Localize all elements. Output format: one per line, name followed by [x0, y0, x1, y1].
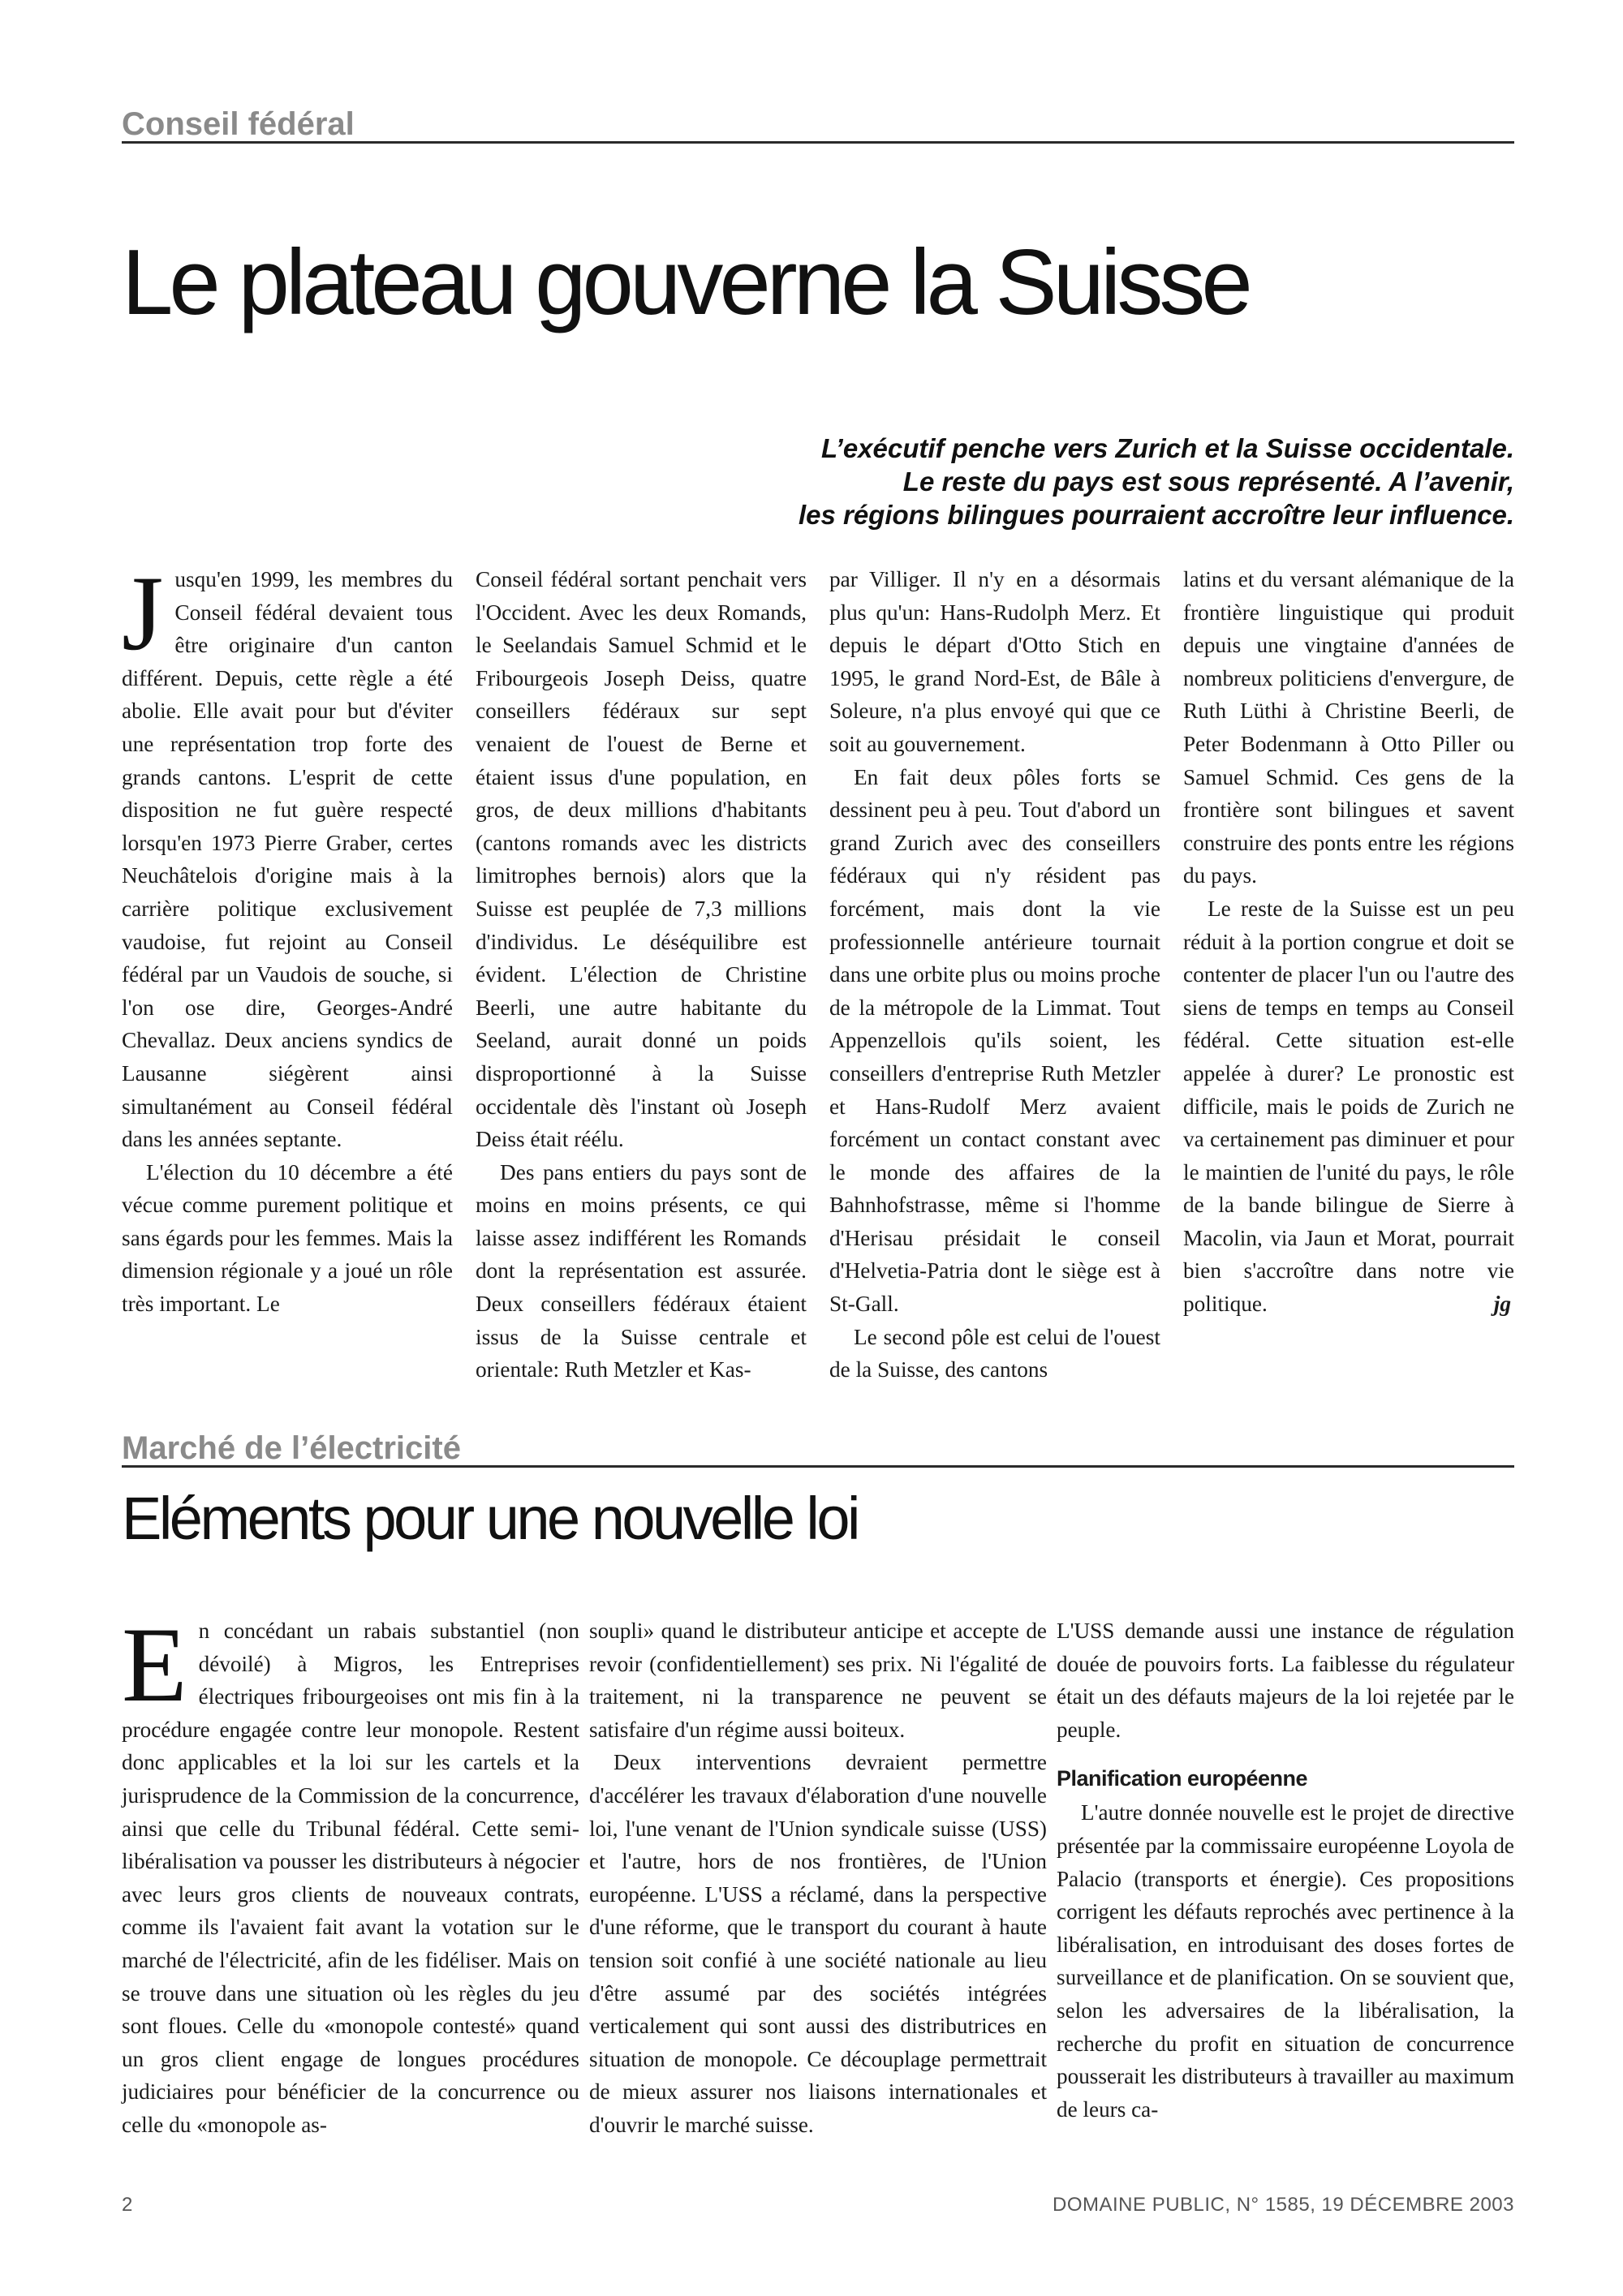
- section-rubric: Marché de l’électricité: [122, 1430, 461, 1466]
- paragraph: L'autre donnée nouvelle est le projet de directive présentée par la commissaire européenne Loyola de Palacio (transports et énergie). Ces propositions corrigent les défauts reprochés avec pertinence à la libéralisation, en introduisant des doses fortes de surveillance et de planification. On se souvient que, selon les adversaires de la libéralisation, la recherche du profit en situation de concurrence pousserait les distributeurs à travailler au maximum de leurs ca-: [1057, 1800, 1514, 2122]
- article-column: [476, 563, 807, 1387]
- paragraph: Jusqu'en 1999, les membres du Conseil fédéral devaient tous être originaire d'un canton différent. Depuis, cette règle a été abolie. Elle avait pour but d'éviter une représentation trop forte des grands cantons. L'esprit de cette disposition ne fut guère respecté lorsqu'en 1973 Pierre Graber, certes Neuchâtelois d'origine mais à la carrière politique exclusivement vaudoise, fut rejoint au Conseil fédéral par un Vaudois de souche, si l'on ose dire, Georges-André Chevallaz. Deux anciens syndics de Lausanne siégèrent ainsi simultanément au Conseil fédéral dans les années septante.: [122, 553, 453, 1152]
- section-rubric: Conseil fédéral: [122, 106, 355, 142]
- lede-line: les régions bilingues pourraient accroître leur influence.: [798, 500, 1514, 530]
- article-column: [1057, 1615, 1514, 2142]
- author-signature: jg: [1493, 1292, 1511, 1317]
- paragraph: En concédant un rabais substantiel (non dévoilé) à Migros, les Entreprises électriques fribourgeoises ont mis fin à la procédure engagée contre leur monopole. Restent donc applicables et la loi sur les cartels et la jurisprudence de la Commission de la concurrence, ainsi que celle du Tribunal fédéral. Cette semi-libéralisation va pousser les distributeurs à négocier avec leurs gros clients de nouveaux contrats, comme ils l'avaient fait avant la votation sur le marché de l'électricité, afin de les fidéliser. Mais on se trouve dans une situation où les règles du jeu sont floues. Celle du «monopole contesté» quand un gros client engage de longues procédures judiciaires pour bénéficier de la concurrence ou celle du «monopole as-: [122, 1605, 579, 2137]
- lede-line: L’exécutif penche vers Zurich et la Suisse occidentale.: [820, 433, 1514, 463]
- paragraph: Le reste de la Suisse est un peu réduit à la portion congrue et doit se contenter de placer l'un ou l'autre des siens de temps en temps au Conseil fédéral. Cette situation est-elle appelée à durer? Le pronostic est difficile, mais le poids de Zurich ne va certainement pas diminuer et pour le maintien de l'unité du pays, le rôle de la bande bilingue de Sierre à Macolin, via Jaun et Morat, pourrait bien s'accroître dans notre vie politique. jg: [1183, 892, 1514, 1321]
- article-column: [1183, 563, 1514, 1387]
- drop-cap: E: [122, 1605, 187, 1724]
- page-number: 2: [122, 2194, 133, 2216]
- paragraph: Conseil fédéral sortant penchait vers l'Occident. Avec les deux Romands, le Seelandais Samuel Schmid et le Fribourgeois Joseph Deiss, quatre conseillers fédéraux sur sept venaient de l'ouest de Berne et étaient issus d'une population, en gros, de deux millions d'habitants (cantons romands avec les districts limitrophes bernois) alors que la Suisse est peuplée de 7,3 millions d'individus. Le déséquilibre est évident. L'élection de Christine Beerli, une autre habitante du Seeland, aurait donné un poids disproportionné à la Suisse occidentale dès l'instant où Joseph Deiss était réélu.: [476, 567, 807, 1152]
- article-column: [122, 1605, 579, 2142]
- subheading: Planification européenne: [1057, 1766, 1308, 1791]
- article-column: [589, 1615, 1047, 2142]
- issue-info: DOMAINE PUBLIC, N° 1585, 19 DÉCEMBRE 2003: [1053, 2194, 1514, 2216]
- section-rule: [122, 141, 1514, 144]
- paragraph: L'USS demande aussi une instance de régulation douée de pouvoirs forts. La faiblesse du régulateur était un des défauts majeurs de la loi rejetée par le peuple.: [1057, 1619, 1514, 1742]
- article-body: [122, 553, 1514, 1387]
- section-rule: [122, 1465, 1514, 1468]
- paragraph: Deux interventions devraient permettre d'accélérer les travaux d'élaboration d'une nouvelle loi, l'une venant de l'Union syndicale suisse (USS) et l'autre, hors de nos frontières, de l'Union européenne. L'USS a réclamé, dans la perspective d'une réforme, que le transport du courant à haute tension soit confié à une société nationale au lieu d'être assumé par des sociétés intégrées verticalement qui sont aussi des distributrices en situation de monopole. Ce découplage permettrait de mieux assurer nos liaisons internationales et d'ouvrir le marché suisse.: [589, 1750, 1047, 2137]
- lede-line: Le reste du pays est sous représenté. A l’avenir,: [902, 467, 1514, 497]
- article-body: [122, 1605, 1514, 2142]
- paragraph: latins et du versant alémanique de la frontière linguistique qui produit depuis une vingtaine d'années de nombreux politiciens d'envergure, de Ruth Lüthi à Christine Beerli, de Peter Bodenmann à Otto Piller ou Samuel Schmid. Ces gens de la frontière sont bilingues et savent construire des ponts entre les régions du pays.: [1183, 567, 1514, 888]
- paragraph: par Villiger. Il n'y en a désormais plus qu'un: Hans-Rudolph Merz. Et depuis le départ d'Otto Stich en 1995, le grand Nord-Est, de Bâle à Soleure, n'a plus envoyé qui que ce soit au gouvernement.: [829, 567, 1160, 756]
- article-title: Eléments pour une nouvelle loi: [122, 1485, 858, 1552]
- drop-cap: J: [122, 553, 164, 673]
- article-column: [829, 563, 1160, 1387]
- paragraph: Des pans entiers du pays sont de moins en moins présents, ce qui laisse assez indifférent les Romands dont la représentation est assurée. Deux conseillers fédéraux étaient issus de la Suisse centrale et orientale: Ruth Metzler et Kas-: [476, 1159, 807, 1382]
- article-title: Le plateau gouverne la Suisse: [122, 231, 1249, 334]
- paragraph: Le second pôle est celui de l'ouest de la Suisse, des cantons: [829, 1324, 1160, 1382]
- paragraph: En fait deux pôles forts se dessinent peu à peu. Tout d'abord un grand Zurich avec des conseillers fédéraux qui n'y résident pas forcément, mais dont la vie professionnelle antérieure tournait dans une orbite plus ou moins proche de la métropole de la Limmat. Tout Appenzellois qu'ils soient, les conseillers d'entreprise Ruth Metzler et Hans-Rudolf Merz avaient forcément un contact constant avec le monde des affaires de la Bahnhofstrasse, même si l'homme d'Herisau présidait le conseil d'Helvetia-Patria dont le siège est à St-Gall.: [829, 764, 1160, 1317]
- paragraph: L'élection du 10 décembre a été vécue comme purement politique et sans égards pour les femmes. Mais la dimension régionale y a joué un rôle très important. Le: [122, 1159, 453, 1317]
- paragraph: soupli» quand le distributeur anticipe et accepte de revoir (confidentiellement) ses prix. Ni l'égalité de traitement, ni la transparence ne peuvent se satisfaire d'un régime aussi boiteux.: [589, 1619, 1047, 1742]
- article-lede: [459, 432, 1514, 531]
- article-column: [122, 553, 453, 1387]
